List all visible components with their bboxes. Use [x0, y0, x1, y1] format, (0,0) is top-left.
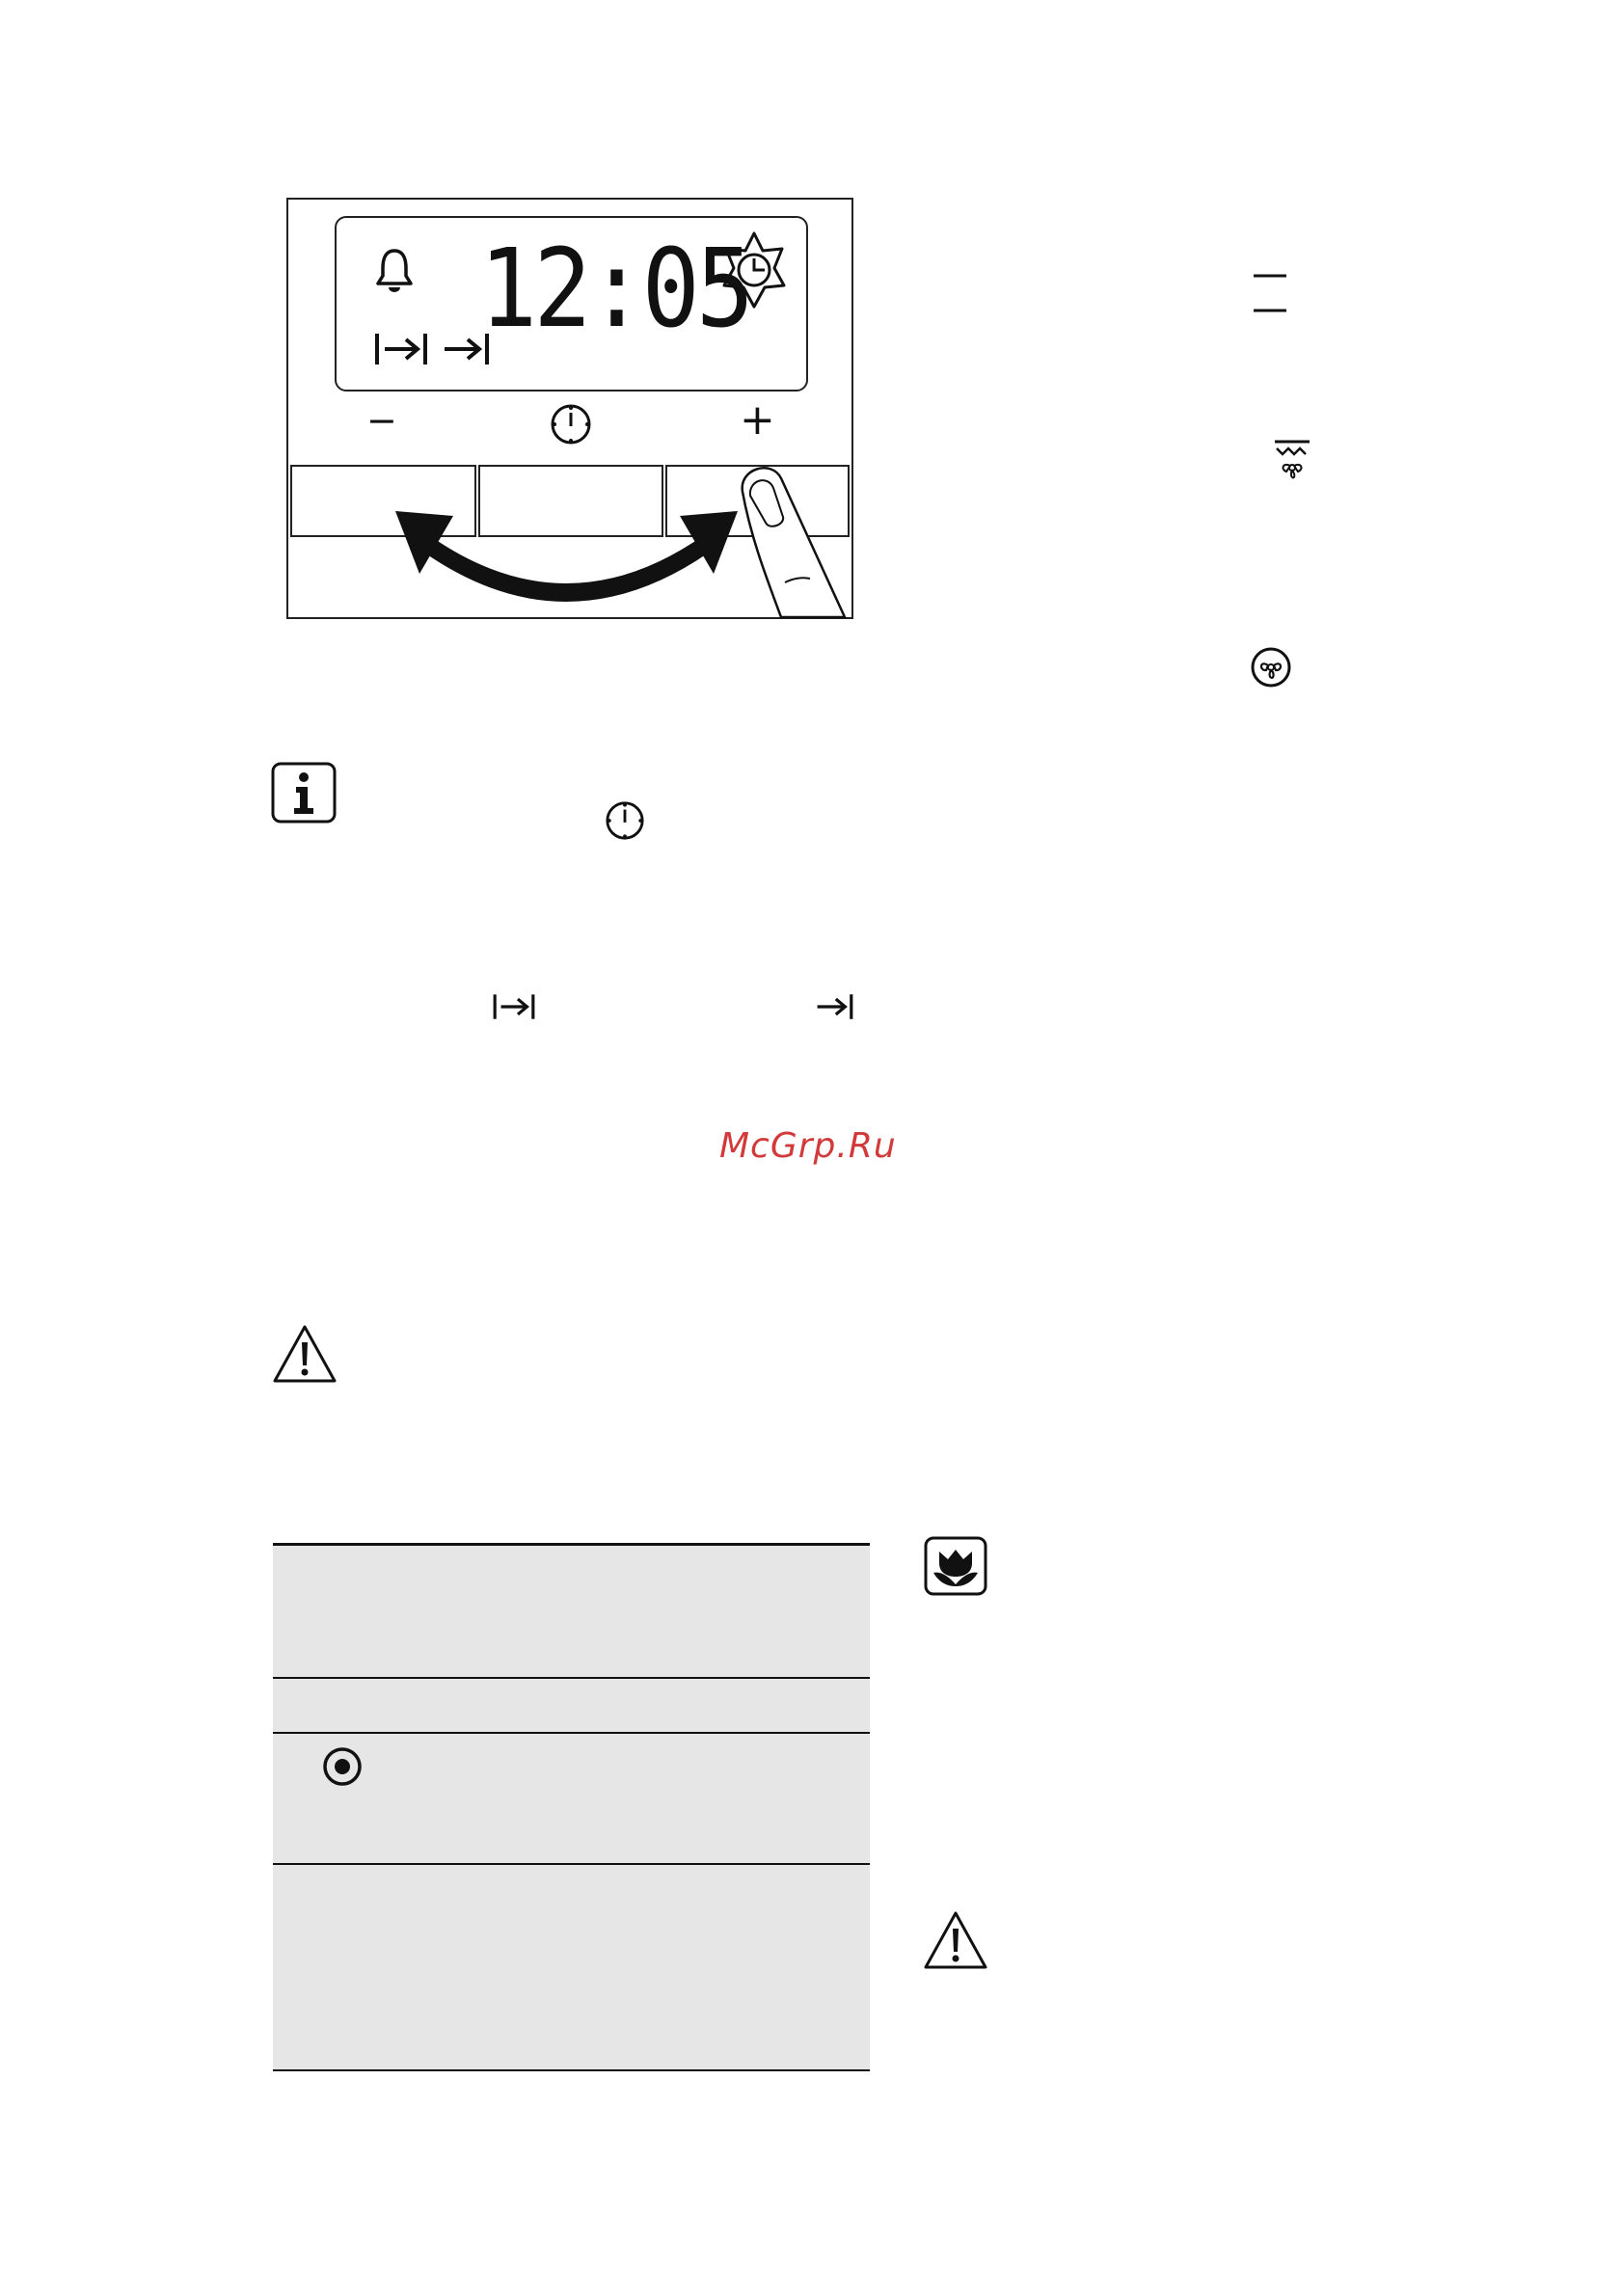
finger-illustration — [725, 455, 851, 619]
duration-icon-inline — [492, 991, 536, 1022]
eco-leaf-icon — [924, 1536, 987, 1596]
lcd-display — [335, 216, 808, 392]
clock-icon — [550, 403, 592, 446]
info-icon — [271, 762, 337, 824]
duration-icon — [373, 330, 429, 368]
radio-target-icon — [321, 1745, 364, 1788]
table-row — [273, 1679, 870, 1732]
auto-program-icon — [722, 231, 786, 328]
fan-icon — [1250, 646, 1292, 689]
clock-icon-inline — [605, 800, 645, 841]
table-row — [273, 1734, 870, 1863]
plus-label: + — [740, 395, 775, 445]
top-heat-lines-icon — [1250, 272, 1290, 312]
curved-arrow-icon — [391, 497, 743, 608]
grill-fan-icon — [1271, 439, 1313, 483]
bell-icon — [373, 247, 416, 293]
watermark-text: McGrp.Ru — [719, 1126, 897, 1166]
warning-icon-2 — [922, 1909, 989, 1971]
warning-icon — [271, 1323, 338, 1385]
table-row — [273, 1546, 870, 1677]
minus-label: − — [366, 399, 397, 442]
end-time-icon — [443, 330, 491, 368]
table-row — [273, 1865, 870, 2069]
settings-table — [273, 1543, 870, 2071]
time-readout: 12:05 — [479, 226, 751, 353]
end-time-icon-inline — [815, 991, 855, 1022]
